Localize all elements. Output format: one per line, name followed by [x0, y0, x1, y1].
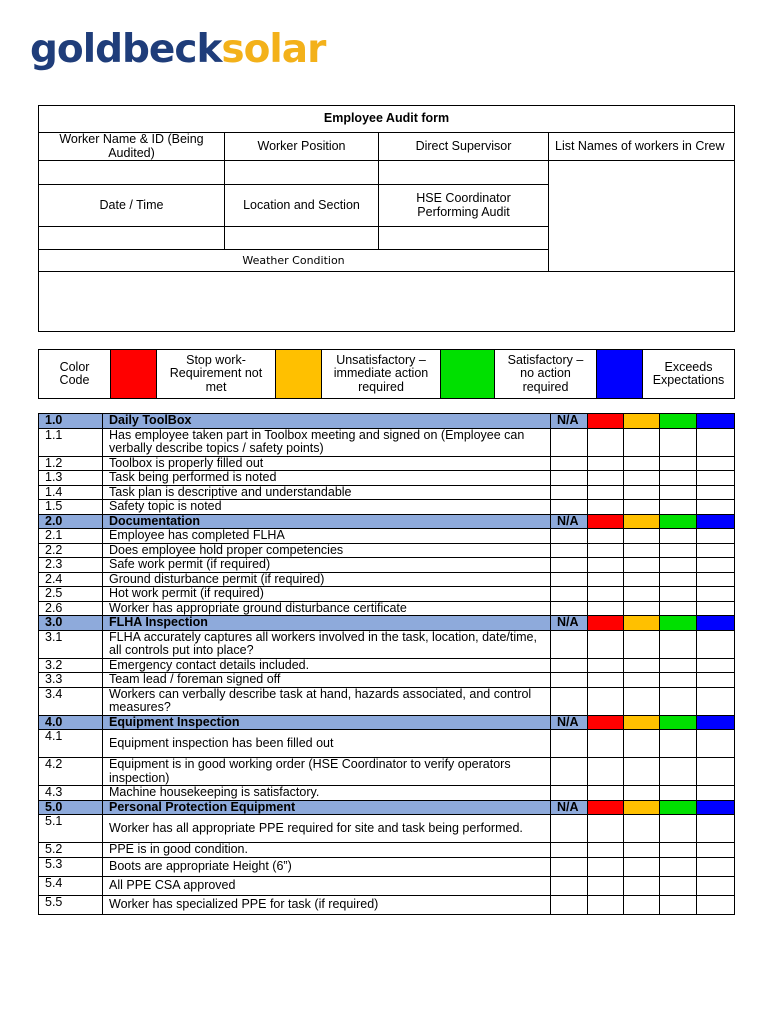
green-rating-cell[interactable] — [660, 428, 697, 456]
section-number: 2.0 — [39, 514, 103, 529]
item-description: Workers can verbally describe task at hand, hazards associated, and control measures? — [103, 687, 551, 715]
na-checkbox-cell[interactable] — [551, 587, 588, 602]
item-description: Safety topic is noted — [103, 500, 551, 515]
item-number: 3.1 — [39, 630, 103, 658]
section-number: 5.0 — [39, 800, 103, 815]
yellow-rating-cell[interactable] — [624, 558, 660, 573]
item-number: 2.6 — [39, 601, 103, 616]
section-header-row — [39, 800, 735, 815]
na-checkbox-cell[interactable] — [551, 857, 588, 876]
na-checkbox-cell[interactable] — [551, 543, 588, 558]
item-description: Emergency contact details included. — [103, 658, 551, 673]
item-number: 4.3 — [39, 786, 103, 801]
red-rating-cell[interactable] — [588, 428, 624, 456]
section-na-label: N/A — [551, 800, 588, 815]
red-rating-cell[interactable] — [588, 815, 624, 843]
blue-rating-cell[interactable] — [697, 471, 735, 486]
location-field[interactable] — [225, 227, 379, 250]
yellow-rating-cell[interactable] — [624, 456, 660, 471]
red-rating-cell[interactable] — [588, 630, 624, 658]
yellow-rating-cell[interactable] — [624, 428, 660, 456]
na-checkbox-cell[interactable] — [551, 758, 588, 786]
blue-rating-cell[interactable] — [697, 815, 735, 843]
yellow-rating-cell[interactable] — [624, 876, 660, 895]
section-header-row — [39, 715, 735, 730]
yellow-rating-cell[interactable] — [624, 730, 660, 758]
section-header-row — [39, 616, 735, 631]
na-checkbox-cell[interactable] — [551, 876, 588, 895]
crew-label: List Names of workers in Crew — [549, 133, 735, 161]
green-rating-cell[interactable] — [660, 786, 697, 801]
blue-rating-cell[interactable] — [697, 658, 735, 673]
checklist-item-row — [39, 843, 735, 858]
direct-supervisor-label: Direct Supervisor — [379, 133, 549, 161]
blue-rating-cell[interactable] — [697, 758, 735, 786]
green-rating-cell[interactable] — [660, 630, 697, 658]
item-number: 2.4 — [39, 572, 103, 587]
section-na-label: N/A — [551, 616, 588, 631]
yellow-rating-cell[interactable] — [624, 687, 660, 715]
checklist-item-row — [39, 601, 735, 616]
section-title: Equipment Inspection — [103, 715, 551, 730]
green-rating-cell[interactable] — [660, 658, 697, 673]
logo-part-goldbeck: goldbeck — [30, 27, 222, 72]
checklist-item-row — [39, 786, 735, 801]
yellow-description: Unsatisfactory – immediate action required — [322, 350, 441, 399]
green-rating-cell[interactable] — [660, 673, 697, 688]
blue-rating-cell[interactable] — [697, 558, 735, 573]
color-code-label: Color Code — [39, 350, 111, 399]
green-rating-cell[interactable] — [660, 587, 697, 602]
checklist-item-row — [39, 658, 735, 673]
na-checkbox-cell[interactable] — [551, 428, 588, 456]
item-number: 4.1 — [39, 730, 103, 758]
item-description: Team lead / foreman signed off — [103, 673, 551, 688]
item-description: All PPE CSA approved — [103, 876, 551, 895]
green-rating-cell[interactable] — [660, 471, 697, 486]
section-green-column — [660, 715, 697, 730]
item-description: Worker has all appropriate PPE required for site and task being performed. — [103, 815, 551, 843]
red-rating-cell[interactable] — [588, 730, 624, 758]
red-rating-cell[interactable] — [588, 857, 624, 876]
section-green-column — [660, 514, 697, 529]
blue-rating-cell[interactable] — [697, 428, 735, 456]
section-header-row — [39, 514, 735, 529]
checklist-item-row — [39, 687, 735, 715]
item-description: Employee has completed FLHA — [103, 529, 551, 544]
item-description: Equipment is in good working order (HSE Coordinator to verify operators inspection) — [103, 758, 551, 786]
item-description: Task plan is descriptive and understandable — [103, 485, 551, 500]
na-checkbox-cell[interactable] — [551, 843, 588, 858]
item-number: 5.3 — [39, 857, 103, 876]
green-description: Satisfactory – no action required — [495, 350, 597, 399]
green-rating-cell[interactable] — [660, 543, 697, 558]
red-rating-cell[interactable] — [588, 529, 624, 544]
red-rating-cell[interactable] — [588, 471, 624, 486]
item-number: 2.3 — [39, 558, 103, 573]
section-yellow-column — [624, 616, 660, 631]
checklist-item-row — [39, 529, 735, 544]
item-description: PPE is in good condition. — [103, 843, 551, 858]
green-rating-cell[interactable] — [660, 558, 697, 573]
section-red-column — [588, 514, 624, 529]
green-rating-cell[interactable] — [660, 876, 697, 895]
blue-rating-cell[interactable] — [697, 895, 735, 914]
na-checkbox-cell[interactable] — [551, 630, 588, 658]
worker-name-label: Worker Name & ID (Being Audited) — [39, 133, 225, 161]
red-rating-cell[interactable] — [588, 558, 624, 573]
item-number: 2.5 — [39, 587, 103, 602]
checklist-item-row — [39, 456, 735, 471]
item-description: Worker has appropriate ground disturbance certificate — [103, 601, 551, 616]
green-swatch — [441, 350, 495, 399]
yellow-rating-cell[interactable] — [624, 500, 660, 515]
item-number: 1.4 — [39, 485, 103, 500]
checklist-item-row — [39, 485, 735, 500]
checklist-item-row — [39, 572, 735, 587]
red-rating-cell[interactable] — [588, 587, 624, 602]
checklist-item-row — [39, 500, 735, 515]
yellow-rating-cell[interactable] — [624, 543, 660, 558]
section-blue-column — [697, 800, 735, 815]
na-checkbox-cell[interactable] — [551, 485, 588, 500]
blue-swatch — [597, 350, 643, 399]
checklist-item-row — [39, 895, 735, 914]
section-title: Documentation — [103, 514, 551, 529]
worker-position-field[interactable] — [225, 161, 379, 185]
audit-checklist-table — [38, 413, 735, 915]
blue-rating-cell[interactable] — [697, 673, 735, 688]
item-number: 5.1 — [39, 815, 103, 843]
red-rating-cell[interactable] — [588, 543, 624, 558]
section-red-column — [588, 616, 624, 631]
blue-rating-cell[interactable] — [697, 572, 735, 587]
na-checkbox-cell[interactable] — [551, 895, 588, 914]
checklist-item-row — [39, 876, 735, 895]
yellow-rating-cell[interactable] — [624, 758, 660, 786]
green-rating-cell[interactable] — [660, 815, 697, 843]
na-checkbox-cell[interactable] — [551, 815, 588, 843]
section-number: 1.0 — [39, 414, 103, 429]
red-rating-cell[interactable] — [588, 456, 624, 471]
red-rating-cell[interactable] — [588, 673, 624, 688]
yellow-rating-cell[interactable] — [624, 857, 660, 876]
item-description: Equipment inspection has been filled out — [103, 730, 551, 758]
item-description: Has employee taken part in Toolbox meeting and signed on (Employee can verbally describe topics / safety points) — [103, 428, 551, 456]
checklist-item-row — [39, 587, 735, 602]
red-rating-cell[interactable] — [588, 876, 624, 895]
section-number: 4.0 — [39, 715, 103, 730]
blue-rating-cell[interactable] — [697, 876, 735, 895]
yellow-rating-cell[interactable] — [624, 843, 660, 858]
na-checkbox-cell[interactable] — [551, 471, 588, 486]
section-header-row — [39, 414, 735, 429]
item-description: Worker has specialized PPE for task (if required) — [103, 895, 551, 914]
yellow-rating-cell[interactable] — [624, 658, 660, 673]
red-rating-cell[interactable] — [588, 687, 624, 715]
blue-rating-cell[interactable] — [697, 500, 735, 515]
yellow-rating-cell[interactable] — [624, 529, 660, 544]
item-number: 3.2 — [39, 658, 103, 673]
yellow-rating-cell[interactable] — [624, 587, 660, 602]
red-rating-cell[interactable] — [588, 500, 624, 515]
yellow-rating-cell[interactable] — [624, 485, 660, 500]
form-title: Employee Audit form — [39, 106, 735, 133]
na-checkbox-cell[interactable] — [551, 730, 588, 758]
section-yellow-column — [624, 514, 660, 529]
yellow-rating-cell[interactable] — [624, 815, 660, 843]
section-number: 3.0 — [39, 616, 103, 631]
green-rating-cell[interactable] — [660, 529, 697, 544]
red-swatch — [111, 350, 157, 399]
green-rating-cell[interactable] — [660, 857, 697, 876]
checklist-item-row — [39, 558, 735, 573]
section-green-column — [660, 616, 697, 631]
red-rating-cell[interactable] — [588, 895, 624, 914]
green-rating-cell[interactable] — [660, 601, 697, 616]
red-rating-cell[interactable] — [588, 572, 624, 587]
item-description: FLHA accurately captures all workers involved in the task, location, date/time, all controls put into place? — [103, 630, 551, 658]
na-checkbox-cell[interactable] — [551, 572, 588, 587]
blue-rating-cell[interactable] — [697, 485, 735, 500]
yellow-rating-cell[interactable] — [624, 673, 660, 688]
item-number: 5.2 — [39, 843, 103, 858]
green-rating-cell[interactable] — [660, 456, 697, 471]
item-number: 3.3 — [39, 673, 103, 688]
item-number: 3.4 — [39, 687, 103, 715]
date-time-field[interactable] — [39, 227, 225, 250]
section-title: FLHA Inspection — [103, 616, 551, 631]
item-number: 2.1 — [39, 529, 103, 544]
section-na-label: N/A — [551, 715, 588, 730]
green-rating-cell[interactable] — [660, 843, 697, 858]
na-checkbox-cell[interactable] — [551, 529, 588, 544]
section-yellow-column — [624, 414, 660, 429]
green-rating-cell[interactable] — [660, 730, 697, 758]
blue-rating-cell[interactable] — [697, 587, 735, 602]
section-title: Personal Protection Equipment — [103, 800, 551, 815]
item-number: 5.5 — [39, 895, 103, 914]
red-rating-cell[interactable] — [588, 658, 624, 673]
na-checkbox-cell[interactable] — [551, 687, 588, 715]
red-description: Stop work- Requirement not met — [157, 350, 276, 399]
checklist-item-row — [39, 543, 735, 558]
red-rating-cell[interactable] — [588, 843, 624, 858]
na-checkbox-cell[interactable] — [551, 658, 588, 673]
item-number: 1.5 — [39, 500, 103, 515]
blue-rating-cell[interactable] — [697, 843, 735, 858]
blue-rating-cell[interactable] — [697, 601, 735, 616]
location-label: Location and Section — [225, 185, 379, 227]
checklist-item-row — [39, 673, 735, 688]
yellow-rating-cell[interactable] — [624, 471, 660, 486]
weather-condition-field[interactable] — [39, 272, 735, 332]
item-description: Task being performed is noted — [103, 471, 551, 486]
worker-name-field[interactable] — [39, 161, 225, 185]
color-code-legend — [38, 349, 735, 399]
blue-rating-cell[interactable] — [697, 857, 735, 876]
green-rating-cell[interactable] — [660, 895, 697, 914]
item-description: Safe work permit (if required) — [103, 558, 551, 573]
section-blue-column — [697, 715, 735, 730]
blue-rating-cell[interactable] — [697, 630, 735, 658]
item-number: 5.4 — [39, 876, 103, 895]
section-na-label: N/A — [551, 514, 588, 529]
item-number: 1.3 — [39, 471, 103, 486]
section-na-label: N/A — [551, 414, 588, 429]
item-description: Machine housekeeping is satisfactory. — [103, 786, 551, 801]
blue-rating-cell[interactable] — [697, 786, 735, 801]
hse-coordinator-field[interactable] — [379, 227, 549, 250]
yellow-rating-cell[interactable] — [624, 572, 660, 587]
checklist-item-row — [39, 815, 735, 843]
red-rating-cell[interactable] — [588, 485, 624, 500]
yellow-rating-cell[interactable] — [624, 895, 660, 914]
checklist-item-row — [39, 428, 735, 456]
blue-rating-cell[interactable] — [697, 529, 735, 544]
crew-field[interactable] — [549, 161, 735, 272]
checklist-item-row — [39, 758, 735, 786]
green-rating-cell[interactable] — [660, 758, 697, 786]
logo-part-solar: solar — [221, 27, 326, 72]
red-rating-cell[interactable] — [588, 601, 624, 616]
item-number: 1.2 — [39, 456, 103, 471]
yellow-rating-cell[interactable] — [624, 786, 660, 801]
blue-description: Exceeds Expectations — [643, 350, 735, 399]
item-description: Boots are appropriate Height (6”) — [103, 857, 551, 876]
hse-coordinator-label: HSE Coordinator Performing Audit — [379, 185, 549, 227]
yellow-rating-cell[interactable] — [624, 630, 660, 658]
item-description: Ground disturbance permit (if required) — [103, 572, 551, 587]
checklist-item-row — [39, 471, 735, 486]
red-rating-cell[interactable] — [588, 758, 624, 786]
green-rating-cell[interactable] — [660, 485, 697, 500]
section-red-column — [588, 414, 624, 429]
green-rating-cell[interactable] — [660, 500, 697, 515]
section-yellow-column — [624, 800, 660, 815]
na-checkbox-cell[interactable] — [551, 786, 588, 801]
blue-rating-cell[interactable] — [697, 543, 735, 558]
section-red-column — [588, 715, 624, 730]
weather-condition-label: Weather Condition — [39, 250, 549, 272]
audit-header-table — [38, 105, 735, 332]
red-rating-cell[interactable] — [588, 786, 624, 801]
yellow-swatch — [276, 350, 322, 399]
section-blue-column — [697, 616, 735, 631]
item-number: 1.1 — [39, 428, 103, 456]
section-red-column — [588, 800, 624, 815]
blue-rating-cell[interactable] — [697, 687, 735, 715]
item-description: Hot work permit (if required) — [103, 587, 551, 602]
item-description: Toolbox is properly filled out — [103, 456, 551, 471]
goldbeck-solar-logo — [30, 27, 326, 72]
green-rating-cell[interactable] — [660, 572, 697, 587]
section-green-column — [660, 800, 697, 815]
direct-supervisor-field[interactable] — [379, 161, 549, 185]
section-yellow-column — [624, 715, 660, 730]
na-checkbox-cell[interactable] — [551, 601, 588, 616]
checklist-item-row — [39, 630, 735, 658]
na-checkbox-cell[interactable] — [551, 456, 588, 471]
section-green-column — [660, 414, 697, 429]
yellow-rating-cell[interactable] — [624, 601, 660, 616]
section-blue-column — [697, 514, 735, 529]
na-checkbox-cell[interactable] — [551, 558, 588, 573]
section-title: Daily ToolBox — [103, 414, 551, 429]
na-checkbox-cell[interactable] — [551, 500, 588, 515]
blue-rating-cell[interactable] — [697, 456, 735, 471]
section-blue-column — [697, 414, 735, 429]
worker-position-label: Worker Position — [225, 133, 379, 161]
date-time-label: Date / Time — [39, 185, 225, 227]
item-number: 2.2 — [39, 543, 103, 558]
item-description: Does employee hold proper competencies — [103, 543, 551, 558]
green-rating-cell[interactable] — [660, 687, 697, 715]
blue-rating-cell[interactable] — [697, 730, 735, 758]
item-number: 4.2 — [39, 758, 103, 786]
na-checkbox-cell[interactable] — [551, 673, 588, 688]
checklist-item-row — [39, 730, 735, 758]
checklist-item-row — [39, 857, 735, 876]
